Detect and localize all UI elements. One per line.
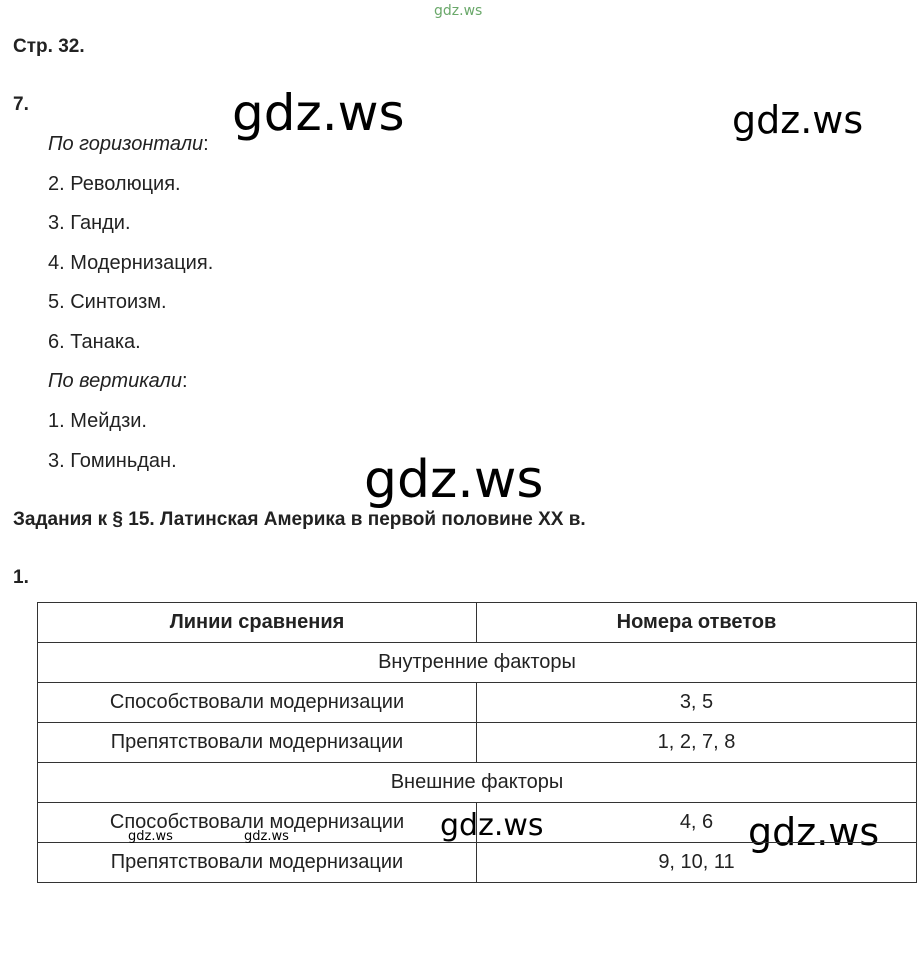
answer-numbers-cell: 9, 10, 11	[477, 843, 917, 883]
watermark: gdz.ws	[748, 810, 880, 854]
task-number: 7.	[13, 94, 29, 115]
horizontal-heading: По горизонтали:	[48, 133, 209, 155]
page-header: Стр. 32.	[13, 36, 85, 57]
watermark-small: gdz.ws	[244, 829, 289, 844]
table-row	[38, 723, 917, 763]
answer-item: 5. Синтоизм.	[48, 291, 167, 313]
watermark: gdz.ws	[732, 98, 864, 142]
watermark: gdz.ws	[364, 450, 544, 510]
vertical-label: По вертикали	[48, 370, 182, 392]
group-title: Внешние факторы	[38, 763, 917, 803]
column-header: Линии сравнения	[38, 603, 477, 643]
table-row	[38, 843, 917, 883]
watermark: gdz.ws	[232, 84, 405, 142]
group-row	[38, 643, 917, 683]
horizontal-label: По горизонтали	[48, 133, 204, 155]
task-number: 1.	[13, 567, 29, 588]
answer-item: 3. Гоминьдан.	[48, 450, 177, 472]
vertical-heading: По вертикали:	[48, 370, 188, 392]
answer-item: 2. Революция.	[48, 173, 181, 195]
column-header: Номера ответов	[477, 603, 917, 643]
comparison-line-cell: Препятствовали модернизации	[38, 843, 477, 883]
answer-numbers-cell: 4, 6	[477, 803, 917, 843]
answer-item: 4. Модернизация.	[48, 252, 214, 274]
comparison-line-cell: Способствовали модернизации	[38, 683, 477, 723]
section-heading: Задания к § 15. Латинская Америка в первой половине XX в.	[13, 509, 586, 530]
answer-numbers-cell: 1, 2, 7, 8	[477, 723, 917, 763]
comparison-line-cell: Препятствовали модернизации	[38, 723, 477, 763]
watermark-top: gdz.ws	[434, 3, 483, 19]
answer-item: 1. Мейдзи.	[48, 410, 147, 432]
watermark-small: gdz.ws	[128, 829, 173, 844]
table-header-row	[38, 603, 917, 643]
group-row	[38, 763, 917, 803]
answer-item: 6. Танака.	[48, 331, 141, 353]
group-title: Внутренние факторы	[38, 643, 917, 683]
comparison-line-cell: Способствовали модернизации	[38, 803, 477, 843]
table-row	[38, 683, 917, 723]
answer-numbers-cell: 3, 5	[477, 683, 917, 723]
answer-item: 3. Ганди.	[48, 212, 131, 234]
watermark: gdz.ws	[440, 808, 544, 843]
